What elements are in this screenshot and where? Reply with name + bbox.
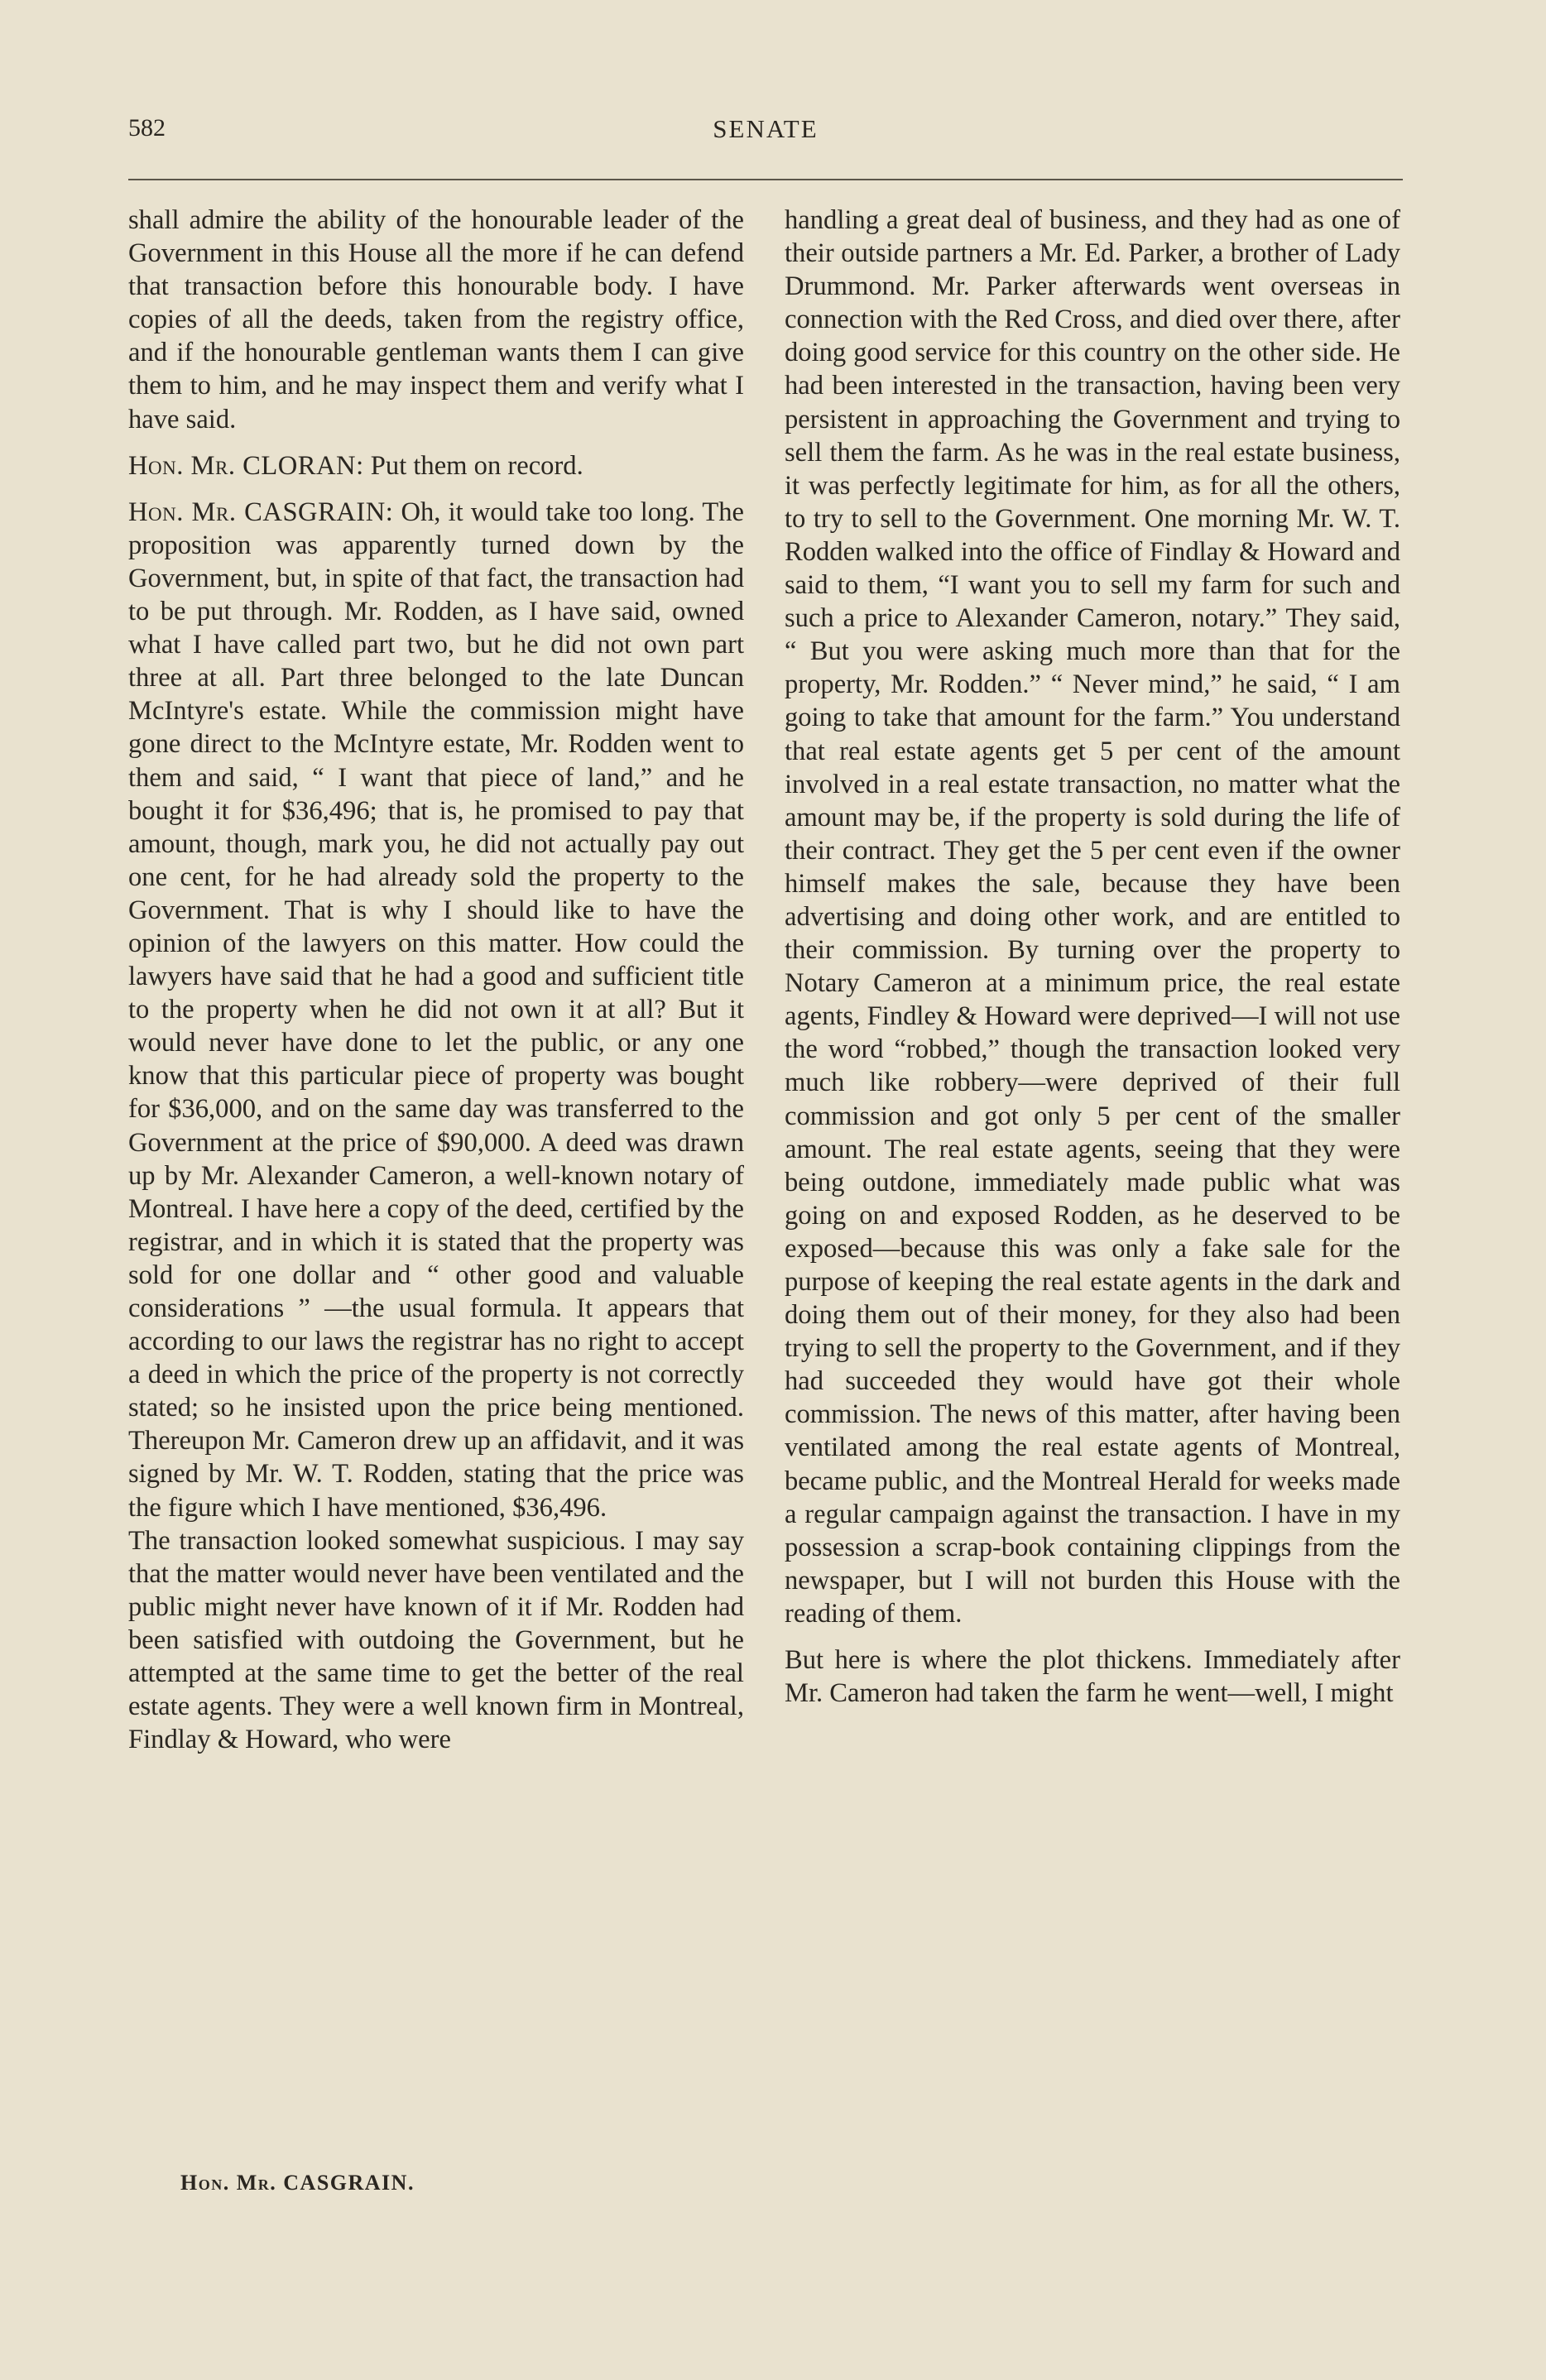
paragraph: shall admire the ability of the honourable leader of the Government in this House all the more if he can defend that transaction before this honourable body. I have copies of all the deeds, taken from the registry office, and if the honourable gentleman wants them I can give them to him, and he may inspect them and verify what I have said. [128,205,744,434]
paragraph [128,449,744,482]
speech-text: Oh, it would take too long. The proposition was apparently turned down by the Government, but, in spite of that fact, the transaction had to be put through. Mr. Rodden, as I have said, owned what I have called part two, but he did not own part three at all. Part three belonged to the late Duncan McIntyre's estate. While the commission might have gone direct to the McIntyre estate, Mr. Rodden went to them and said, “ I want that piece of land,” and he bought it for $36,496; that is, he promised to pay that amount, though, mark you, he did not actually pay out one cent, for he had already sold the property to the Government. That is why I should like to have the opinion of the lawyers on this matter. How could the lawyers have said that he had a good and sufficient title to the property when he did not own it at all? But it would never have done to let the public, or any one know that this particular piece of property was bought for $36,000, and on the same day was transferred to the Government at the price of $90,000. A deed was drawn up by Mr. Alexander Cameron, a well-known notary of Montreal. I have here a copy of the deed, certified by the registrar, and in which it is stated that the property was sold for one dollar and “ other good and valuable considerations ” —the usual formula. It appears that according to our laws the registrar has no right to accept a deed in which the price of the property is not correctly stated; so he insisted upon the price being mentioned. Thereupon Mr. Cameron drew up an affidavit, and it was signed by Mr. W. T. Rodden, stating that the price was the figure which I have mentioned, $36,496. [128,497,744,1523]
paragraph: But here is where the plot thickens. Immediately after Mr. Cameron had taken the farm he went—well, I might [785,1645,1400,1709]
speaker-name: Hon. Mr. CASGRAIN: [128,497,394,527]
paragraph: handling a great deal of business, and they had as one of their outside partners a Mr. Ed. Parker, a brother of Lady Drummond. Mr. Parker afterwards went overseas in connection with the Red Cross, and died over there, after doing good service for this country on the other side. He had been interested in the transaction, having been very persistent in approaching the Government and trying to sell them the farm. As he was in the real estate business, it was perfectly legitimate for him, as for all the others, to try to sell to the Government. One morning Mr. W. T. Rodden walked into the office of Findlay & Howard and said to them, “I want you to sell my farm for such and such a price to Alexander Cameron, notary.” They said, “ But you were asking much more than that for the property, Mr. Rodden.” “ Never mind,” he said, “ I am going to take that amount for the farm.” You understand that real estate agents get 5 per cent of the amount involved in a real estate transaction, no matter what the amount may be, if the property is sold during the life of their contract. They get the 5 per cent even if the owner himself makes the sale, because they have been advertising and doing other work, and are entitled to their commission. By turning over the property to Notary Cameron at a minimum price, the real estate agents, Findley & Howard were deprived—I will not use the word “robbed,” though the transaction looked very much like robbery—were deprived of their full commission and got only 5 per cent of the smaller amount. The real estate agents, seeing that they were being outdone, immediately made public what was going on and exposed Rodden, as he deserved to be exposed—because this was only a fake sale for the purpose of keeping the real estate agents in the dark and doing them out of their money, for they also had been trying to sell the property to the Government, and if they had succeeded they would have got their whole commission. The news of this matter, after having been ventilated among the real estate agents of Montreal, became public, and the Montreal Herald for weeks made a regular campaign against the transaction. I have in my possession a scrap-book containing clippings from the newspaper, but I will not burden this House with the reading of them. [785,205,1400,1629]
footer-speaker: Hon. Mr. CASGRAIN. [180,2171,415,2195]
speaker-name: Hon. Mr. CLORAN: [128,450,364,481]
speech-text: Put them on record. [370,450,583,481]
page-number: 582 [128,114,166,142]
right-column [785,204,1400,1710]
left-column [128,204,744,1756]
running-head: SENATE [713,114,819,143]
header-rule [128,179,1403,180]
paragraph: The transaction looked somewhat suspicious. I may say that the matter would never have been ventilated and the public might never have known of it if Mr. Rodden had been satisfied with outdoing the Government, but he attempted at the same time to get the better of the real estate agents. They were a well known firm in Montreal, Findlay & Howard, who were [128,1525,744,1755]
page-header [128,114,1403,156]
paragraph [128,496,744,1524]
